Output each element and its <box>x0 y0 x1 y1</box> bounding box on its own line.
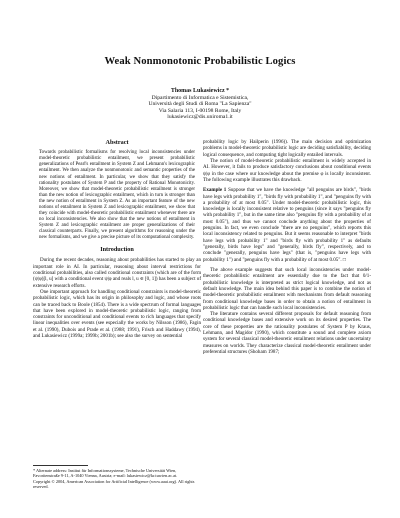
abstract-heading: Abstract <box>105 139 129 146</box>
right-paragraph-1: probability logic by Hailperin (1996)). The main decision and optimization problems in model-theoretic probabilistic logic are deciding satisfiability, deciding logical consequence, and computing tight logically entailed intervals. <box>203 139 371 158</box>
affiliation-line: Dipartimento di Informatica e Sistemistica, <box>151 94 249 101</box>
paper-title: Weak Nonmonotonic Probabilistic Logics <box>104 56 296 67</box>
copyright-notice: Copyright © 2004, American Association for Artificial Intelligence (www.aaai.org). All rights reserved. <box>33 478 195 490</box>
example-paragraph <box>203 187 371 263</box>
intro-paragraph-2: One important approach for handling conditional constraints is model-theoretic probabilistic logic, which has its origin in philosophy and logic, and whose roots can be traced back to Boole (1854). There is a wide spectrum of formal languages that have been explored in model-theoretic probabilistic logic, ranging from constraints for unconditional and conditional events to rich languages that specify linear inequalities over events (see especially the works by Nilsson (1986), Fagin et al. (1990), Dubois and Prade et al. (1988; 1991), Frisch and Haddawy (1994), and Lukasiewicz (1999a; 1999b; 2001b); see also the survey on sentential <box>33 288 201 340</box>
author-name: Thomas Lukasiewicz * <box>170 88 230 94</box>
right-paragraph-2: The notion of model-theoretic probabilistic entailment is widely accepted in AI. However, it fails to produce satisfactory conclusions about conditional events ψ|φ in the case where our knowledge about the premise φ is locally inconsistent. The following example illustrates this drawback. <box>203 157 371 183</box>
footnote-address: * Alternate address: Institut für Informationssysteme, Technische Universität Wien, Favoritenstraße 9-11, A-1040 Vienna, Austria; e-mail: lukasiewicz@kr.tuwien.ac.at. <box>33 468 178 479</box>
right-paragraph-3: The above example suggests that such local inconsistencies under model-theoretic probabilistic entailment are essentially due to the fact that 0/1-probabilistic knowledge is interpreted as strict logical knowledge, and not as default knowledge. The main idea behind this paper is to combine the notion of model-theoretic probabilistic entailment with mechanisms from default reasoning from conditional knowledge bases in order to obtain a notion of entailment in probabilistic logic that can handle such local inconsistencies. <box>203 266 371 311</box>
intro-paragraph-1: During the recent decades, reasoning about probabilities has started to play an important role in AI. In particular, reasoning about interval restrictions for conditional probabilities, also called conditional constraints (which are of the form (ψ|φ)[l, u] with a conditional event ψ|φ and reals l, u ∈ [0, 1]) has been a subject of extensive research efforts. <box>33 257 201 289</box>
affiliation-line: Università degli Studi di Roma "La Sapienza" <box>148 101 252 108</box>
right-paragraph-4: The literature contains several different proposals for default reasoning from conditional knowledge bases and extensive work on its desired properties. The core of these properties are the rationality postulates of System P by Kraus, Lehmann, and Magidor (1990), which constitute a sound and complete axiom system for several classical model-theoretic entailment relations under uncertainty measures on worlds. They characterize classical model-theoretic entailment under preferential structures (Shoham 1987; <box>203 311 371 355</box>
author-email: lukasiewicz@dis.uniroma1.it <box>167 114 233 121</box>
footnote <box>33 465 201 490</box>
example-label: Example 1 <box>203 187 227 194</box>
intro-heading: Introduction <box>100 246 134 254</box>
footnote-rule <box>33 465 88 466</box>
author-block <box>0 88 400 121</box>
right-column <box>203 139 371 355</box>
abstract <box>33 150 201 241</box>
left-column <box>33 140 201 339</box>
abstract-text: Towards probabilistic formalisms for resolving local inconsistencies under model-theoretic probabilistic entailment, we present probabilistic generalizations of Pearl's entailment in System Z and Lehmann's lexicographic entailment. We then analyze the nonmonotonic and semantic properties of the new notions of entailment. In particular, we show that they satisfy the rationality postulates of System P and the property of Rational Monotonicity. Moreover, we show that model-theoretic probabilistic entailment is stronger than the new notion of lexicographic entailment, which in turn is stronger than the new notion of entailment in System Z. As an important feature of the new notions of entailment in System Z and lexicographic entailment, we show that they coincide with model-theoretic probabilistic entailment whenever there are no local inconsistencies. We also show that the new notions of entailment in System Z and lexicographic entailment are proper generalizations of their classical counterparts. Finally, we present algorithms for reasoning under the new formalisms, and we give a precise picture of its computational complexity. <box>39 150 195 240</box>
example-text: Suppose that we have the knowledge "all penguins are birds", "birds have legs with probability 1", "birds fly with probability 1", and "penguins fly with a probability of at most 0.05". Under model-theoretic probabilistic logic, this knowledge is locally inconsistent relative to penguins (since it says "penguins fly with probability 1", but in the same time also "penguins fly with a probability of at most 0.05"), and thus we cannot conclude anything about the properties of penguins. In fact, we even conclude "there are no penguins", which reports this local inconsistency related to penguins. But it seems reasonable to interpret "birds have legs with probability 1" and "birds fly with probability 1" as defaults "generally, birds have legs" and "generally, birds fly", respectively, and to conclude "generally, penguins have legs" (that is, "penguins have legs with probability 1") and "penguins fly with a probability of at most 0.05". □ <box>203 187 371 263</box>
affiliation-line: Via Salaria 113, I-00198 Rome, Italy <box>158 107 242 114</box>
